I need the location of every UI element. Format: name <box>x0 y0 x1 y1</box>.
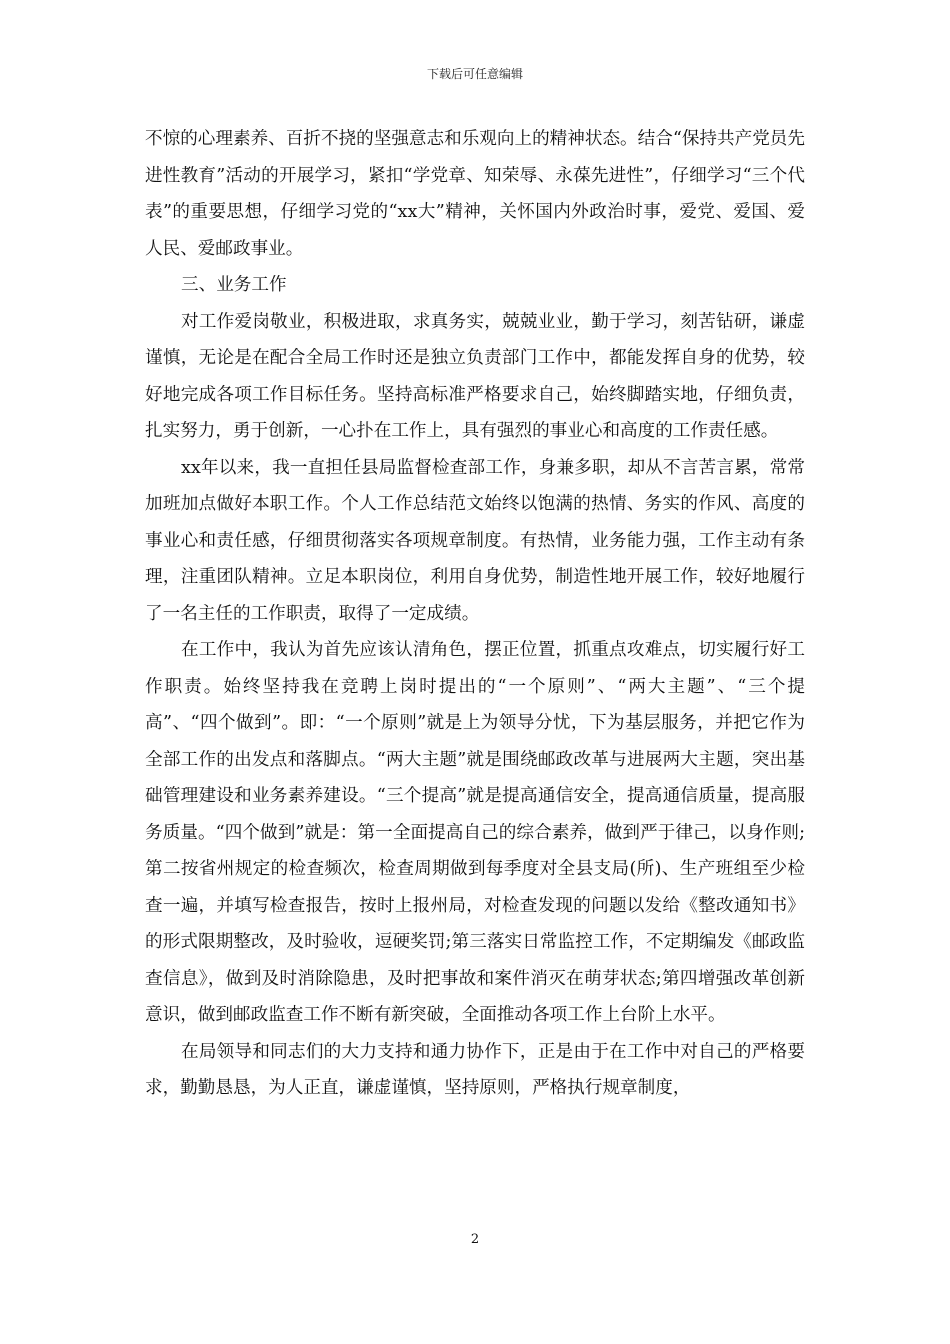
paragraph-work-principles: 在工作中，我认为首先应该认清角色，摆正位置，抓重点攻难点，切实履行好工作职责。始终坚持我在竞聘上岗时提出的“一个原则”、“两大主题”、“三个提高”、“四个做到”。即：“一个原则”就是上为领导分忧，下为基层服务，并把它作为全部工作的出发点和落脚点。“两大主题”就是围绕邮政改革与进展两大主题，突出基础管理建设和业务素养建设。“三个提高”就是提高通信安全，提高通信质量，提高服务质量。“四个做到”就是：第一全面提高自己的综合素养，做到严于律己，以身作则;第二按省州规定的检查频次，检查周期做到每季度对全县支局(所)、生产班组至少检查一遍，并填写检查报告，按时上报州局，对检查发现的问题以发给《整改通知书》的形式限期整改，及时验收，逗硬奖罚;第三落实日常监控工作，不定期编发《邮政监查信息》，做到及时消除隐患，及时把事故和案件消灭在萌芽状态;第四增强改革创新意识，做到邮政监查工作不断有新突破，全面推动各项工作上台阶上水平。 <box>145 640 805 1025</box>
page-header-note: 下载后可任意编辑 <box>426 67 523 81</box>
paragraph-continuation: 不惊的心理素养、百折不挠的坚强意志和乐观向上的精神状态。结合“保持共产党员先进性教育”活动的开展学习，紧扣“学党章、知荣辱、永葆先进性”，仔细学习“三个代表”的重要思想，仔细学习党的“xx大”精神，关怀国内外政治时事，爱党、爱国、爱人民、爱邮政事业。 <box>145 129 805 259</box>
page-number: 2 <box>470 1232 480 1247</box>
paragraph-work-attitude: 对工作爱岗敬业，积极进取，求真务实，兢兢业业，勤于学习，刻苦钻研，谦虚谨慎，无论是在配合全局工作时还是独立负责部门工作中，都能发挥自身的优势，较好地完成各项工作目标任务。坚持高标准严格要求自己，始终脚踏实地，仔细负责，扎实努力，勇于创新，一心扑在工作上，具有强烈的事业心和高度的工作责任感。 <box>145 311 805 441</box>
paragraph-supervision-role: xx年以来，我一直担任县局监督检查部工作，身兼多职，却从不言苦言累，常常加班加点做好本职工作。个人工作总结范文始终以饱满的热情、务实的作风、高度的事业心和责任感，仔细贯彻落实各项规章制度。有热情，业务能力强，工作主动有条理，注重团队精神。立足本职岗位，利用自身优势，制造性地开展工作，较好地履行了一名主任的工作职责，取得了一定成绩。 <box>145 457 805 624</box>
paragraph-leadership-support: 在局领导和同志们的大力支持和通力协作下，正是由于在工作中对自己的严格要求，勤勤恳恳，为人正直，谦虚谨慎，坚持原则，严格执行规章制度， <box>145 1041 805 1098</box>
document-body <box>145 121 805 1107</box>
section-heading-business-work: 三、业务工作 <box>181 275 287 295</box>
